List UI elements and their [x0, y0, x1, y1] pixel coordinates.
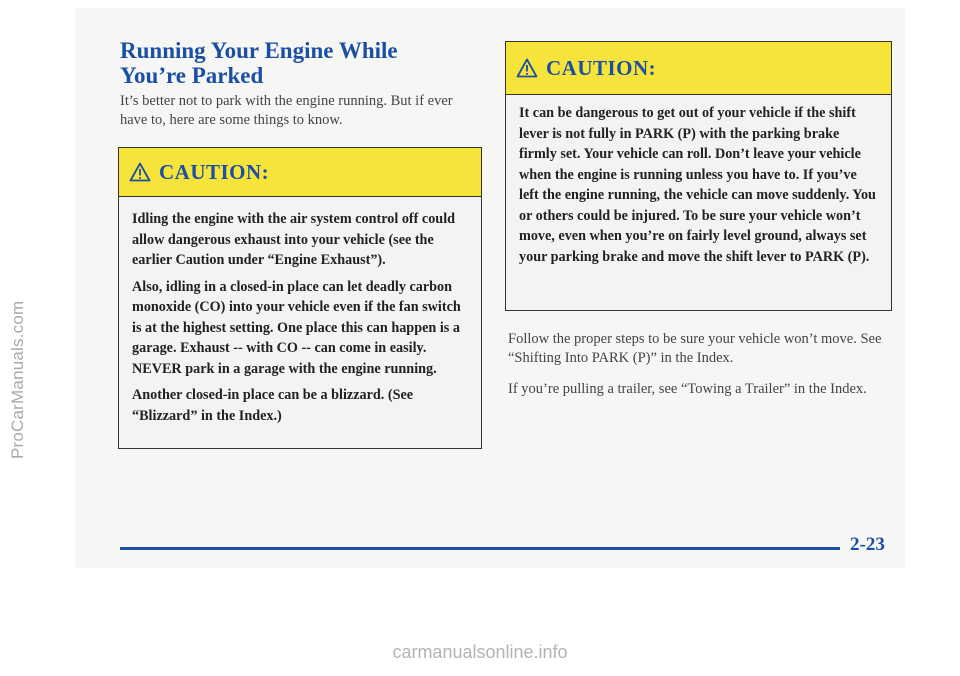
caution-paragraph: It can be dangerous to get out of your vehicle if the shift lever is not fully in PARK (P) with the parking brake firmly set. Your vehicle can roll. Don’t leave your vehicle when the engine is running unless you have to. If you’ve left the engine running, the vehicle can move suddenly. You or others could be injured. To be sure your vehicle won’t move, even when you’re on fairly level ground, always set your parking brake and move the shift lever to PARK (P).	[519, 105, 876, 265]
caution-paragraph: Another closed-in place can be a blizzard. (See “Blizzard” in the Index.)	[132, 387, 414, 424]
caution-header	[119, 148, 481, 197]
caution-label: CAUTION:	[159, 159, 270, 184]
warning-triangle-icon	[516, 58, 538, 78]
warning-triangle-icon	[129, 162, 151, 182]
caution-body	[506, 95, 891, 267]
side-watermark: ProCarManuals.com	[8, 300, 27, 460]
trailer-paragraph: If you’re pulling a trailer, see “Towing a Trailer” in the Index.	[508, 381, 867, 397]
caution-header	[506, 42, 891, 95]
section-title-line2: You’re Parked	[120, 63, 264, 88]
caution-paragraph: Idling the engine with the air system control off could allow dangerous exhaust into your vehicle (see the earlier Caution under “Engine Exhaust”).	[132, 211, 456, 268]
caution-paragraph: Also, idling in a closed-in place can let deadly carbon monoxide (CO) into your vehicle even if the fan switch is at the highest setting. One place this can happen is a garage. Exhaust -- with CO -- can come in easily. NEVER park in a garage with the engine running.	[132, 278, 461, 377]
footer-watermark: carmanualsonline.info	[392, 642, 568, 662]
section-title	[120, 38, 480, 88]
intro-paragraph: It’s better not to park with the engine running. But if ever have to, here are some things to know.	[120, 93, 453, 128]
footer-rule	[120, 547, 840, 550]
caution-label: CAUTION:	[546, 55, 657, 80]
caution-box-exhaust	[118, 147, 482, 449]
page-number: 2-23	[850, 534, 885, 555]
caution-box-park	[505, 41, 892, 311]
follow-steps-paragraph: Follow the proper steps to be sure your vehicle won’t move. See “Shifting Into PARK (P)” in the Index.	[508, 331, 882, 366]
caution-body	[119, 197, 481, 426]
section-title-line1: Running Your Engine While	[120, 38, 398, 63]
